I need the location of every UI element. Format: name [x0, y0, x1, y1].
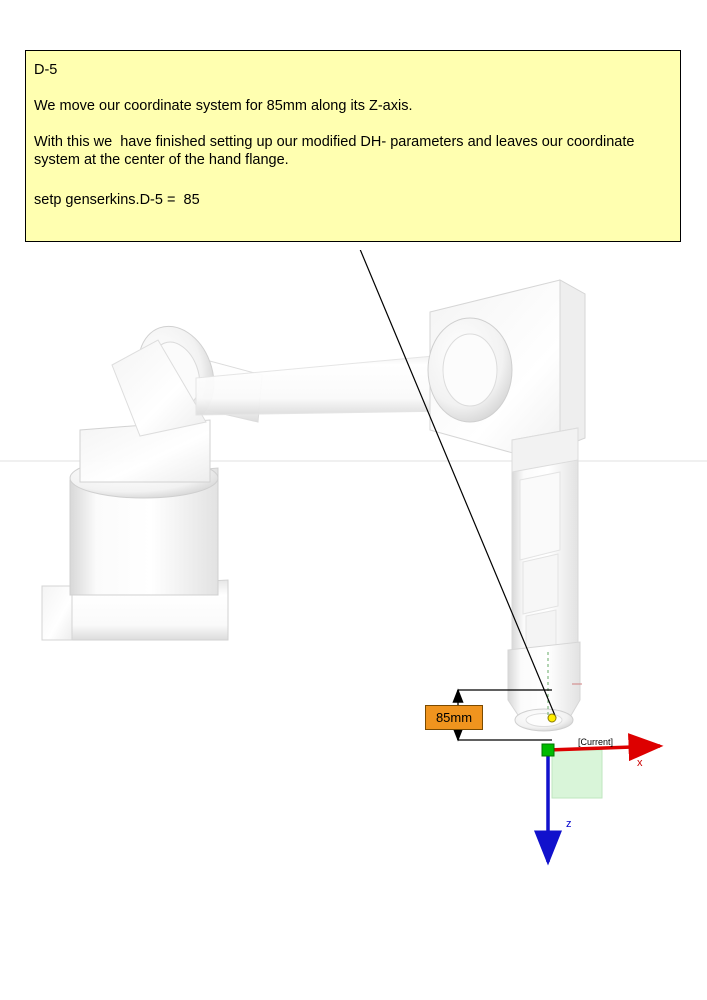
robot-ghost-left	[42, 316, 262, 640]
axis-x-label: x	[637, 757, 643, 769]
tcp-point-marker	[548, 714, 556, 722]
note-box	[25, 50, 681, 242]
robot-main-right	[196, 280, 585, 731]
frame-plane	[552, 750, 602, 798]
robot-diagram	[0, 250, 707, 950]
dimension-value-label: 85mm	[425, 705, 483, 730]
note-title: D-5	[34, 62, 58, 78]
frame-origin-marker	[542, 744, 554, 756]
current-frame-label: [Current]	[578, 737, 614, 747]
axis-z-label: z	[566, 818, 572, 830]
note-paragraph-1: We move our coordinate system for 85mm along its Z-axis.	[34, 98, 413, 114]
note-paragraph-2: With this we have finished setting up our modified DH- parameters and leaves our coordinate system at the center of the hand flange.	[34, 134, 639, 168]
note-code-line: setp genserkins.D-5 = 85	[34, 192, 200, 208]
